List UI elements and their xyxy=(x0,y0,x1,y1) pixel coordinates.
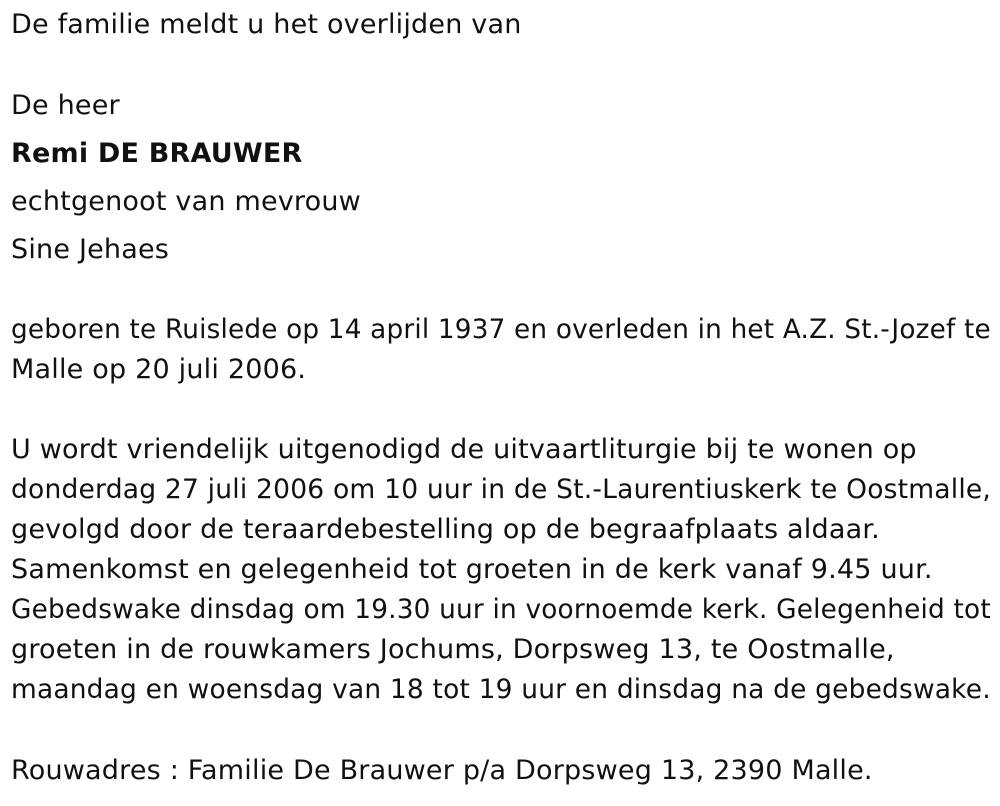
funeral-line-5: Gebedswake dinsdag om 19.30 uur in voornoemde kerk. Gelegenheid tot xyxy=(11,594,991,625)
mourning-address: Rouwadres : Familie De Brauwer p/a Dorpsweg 13, 2390 Malle. xyxy=(11,755,873,786)
spouse-name: Sine Jehaes xyxy=(11,234,170,265)
salutation: De heer xyxy=(11,90,120,121)
birth-death-line-2: Malle op 20 juli 2006. xyxy=(11,354,307,385)
birth-death-line-1: geboren te Ruislede op 14 april 1937 en overleden in het A.Z. St.-Jozef te xyxy=(11,314,991,345)
funeral-line-1: U wordt vriendelijk uitgenodigd de uitvaartliturgie bij te wonen op xyxy=(11,434,917,465)
funeral-line-7: maandag en woensdag van 18 tot 19 uur en dinsdag na de gebedswake. xyxy=(11,674,991,705)
funeral-line-3: gevolgd door de teraardebestelling op de begraafplaats aldaar. xyxy=(11,514,880,545)
relation-text: echtgenoot van mevrouw xyxy=(11,186,361,217)
funeral-line-4: Samenkomst en gelegenheid tot groeten in de kerk vanaf 9.45 uur. xyxy=(11,554,933,585)
deceased-name: Remi DE BRAUWER xyxy=(11,138,303,169)
funeral-line-6: groeten in de rouwkamers Jochums, Dorpsweg 13, te Oostmalle, xyxy=(11,634,895,665)
intro-text: De familie meldt u het overlijden van xyxy=(11,9,522,40)
funeral-line-2: donderdag 27 juli 2006 om 10 uur in de St.-Laurentiuskerk te Oostmalle, xyxy=(11,474,992,505)
